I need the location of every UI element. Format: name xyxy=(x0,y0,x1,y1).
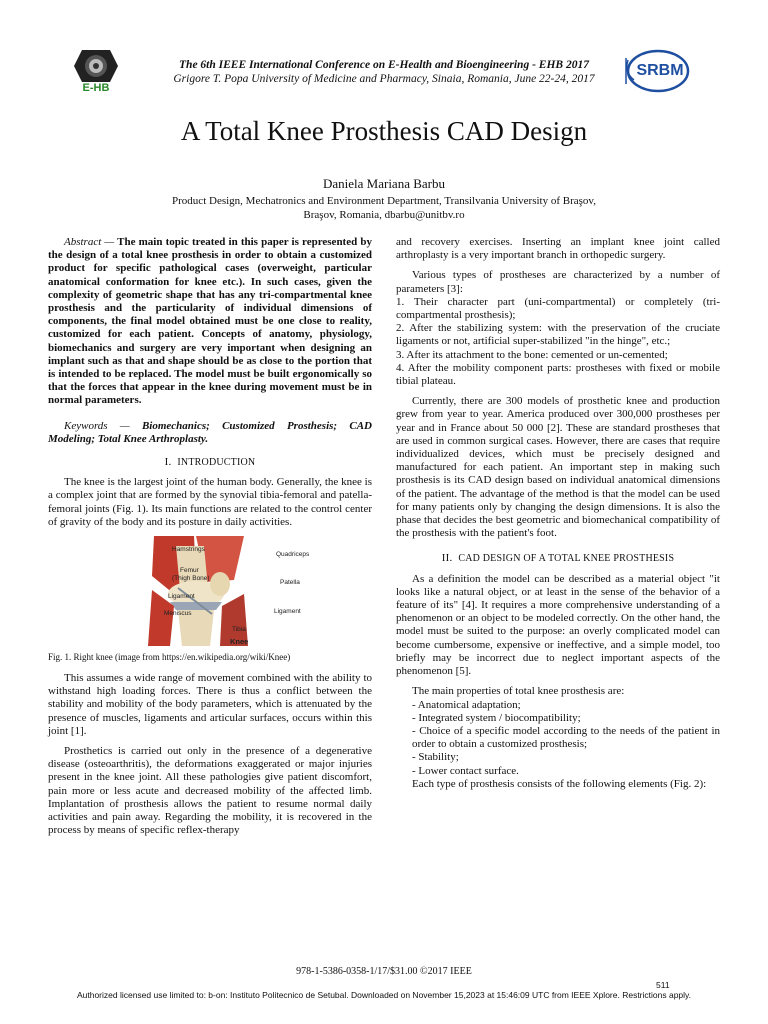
list-item: 2. After the stabilizing system: with the preservation of the cruciate ligaments or not, artificial super-stabilized "in the hinge", etc.; xyxy=(396,322,720,348)
label-tibia: Tibia xyxy=(232,626,246,634)
figure-1 xyxy=(48,536,372,648)
section-heading xyxy=(396,552,720,565)
label-thigh-bone: (Thigh Bone) xyxy=(172,575,210,583)
label-quadriceps: Quadriceps xyxy=(276,551,310,559)
section-heading xyxy=(48,456,372,469)
prosthesis-types-list xyxy=(396,296,720,388)
paragraph: Each type of prosthesis consists of the following elements (Fig. 2): xyxy=(412,777,707,790)
section-number: I. xyxy=(164,456,172,469)
page-number: 511 xyxy=(656,980,670,990)
keywords-text: Biomechanics; Customized Prosthesis; CAD Modeling; Total Knee Arthroplasty. xyxy=(48,419,372,445)
label-hamstrings: Hamstrings xyxy=(172,546,205,554)
list-item: 1. Their character part (uni-compartmental) or completely (tri-compartmental prosthesis); xyxy=(396,295,720,322)
author-affiliation xyxy=(140,195,628,222)
affiliation-line: Braşov, Romania, dbarbu@unitbv.ro xyxy=(303,208,465,221)
figure-caption: Fig. 1. Right knee (image from https://en.wikipedia.org/wiki/Knee) xyxy=(48,652,291,663)
conference-venue: Grigore T. Popa University of Medicine and Pharmacy, Sinaia, Romania, June 22-24, 2017 xyxy=(173,73,595,85)
keywords xyxy=(48,420,372,446)
label-patella: Patella xyxy=(280,579,300,587)
paragraph: Currently, there are 300 models of prosthetic knee and production grew from year to year. America produced over 300,000 prostheses per year and in France about 50 000 [2]. These are standard prostheses that are used in common surgical cases. However, there are cases that require individualized devices, which must be precisely designed and manufactured for each patient. An important step in making such prosthesis is its CAD design based on individual anatomical dimensions of the patient. The advantage of the method is that the model can be used for many patients only by changing the design dimensions. It is also the phase that decides the best geometric and biomechanical compatibility of the prosthesis with the patient's foot. xyxy=(396,395,720,540)
properties-list xyxy=(396,699,720,778)
list-item: - Choice of a specific model according to the needs of the patient in order to obtain a customized prosthesis; xyxy=(412,724,720,751)
license-notice: Authorized licensed use limited to: b-on: Instituto Politecnico de Setubal. Downloaded on November 15,2023 at 15:46:09 UTC from IEEE Xplore. Restrictions apply. xyxy=(76,990,692,1000)
label-femur: Femur xyxy=(180,567,199,575)
paragraph: and recovery exercises. Inserting an implant knee joint called arthroplasty is a very important branch in orthopedic surgery. xyxy=(396,236,720,262)
author-name: Daniela Mariana Barbu xyxy=(322,176,445,191)
list-item: 4. After the mobility component parts: prostheses with fixed or mobile tibial plateau. xyxy=(396,361,720,388)
label-knee: Knee xyxy=(230,637,249,647)
conference-title: The 6th IEEE International Conference on E-Health and Bioengineering - EHB 2017 xyxy=(179,59,589,71)
list-item: - Stability; xyxy=(412,751,459,764)
label-ligament-right: Ligament xyxy=(274,608,301,616)
srbm-logo xyxy=(622,48,690,94)
ehb-logo xyxy=(72,48,120,98)
abstract-text: The main topic treated in this paper is represented by the design of a total knee prosthesis in order to obtain a customized product for specific pathological cases (overweight, particular anatomical conformation for knee etc.). In such cases, given the complexity of geometric shape that has any tri-compartmental knee prosthesis and the particularity of individual dimensions of components, the final model obtained must be one close to reality, customized for each patient. Concepts of anatomy, physiology, biomechanics and surgery are very important when designing an implant such as that and shape should be as close to the portion that is intended to be replaced. The model must be built ergonomically so that the forces that appear in the knee during movement must be in normal parameters. xyxy=(48,236,372,407)
abstract-label: Abstract — xyxy=(64,236,115,248)
label-ligament-left: Ligament xyxy=(168,593,195,601)
section-number: II. xyxy=(441,552,453,565)
section-title: INTRODUCTION xyxy=(177,457,256,469)
list-item: - Lower contact surface. xyxy=(412,764,519,777)
srbm-logo-text: SRBM xyxy=(636,62,684,79)
paragraph: As a definition the model can be described as a material object "it looks like a natural object, or at least in the sense of the behavior of a feature of its" [4]. It requires a more comprehensive understanding of a phenomenon or an object to be modeled correctly. On the other hand, the model must be suited to the purpose: an overly complicated model can become cumbersome, expensive or ineffective, and a simple model, too briefly may be incorrect due to neglect important aspects of the phenomenon [5]. xyxy=(396,572,720,678)
label-meniscus: Meniscus xyxy=(164,610,192,618)
keywords-label: Keywords — xyxy=(64,419,130,432)
section-title: CAD DESIGN OF A TOTAL KNEE PROSTHESIS xyxy=(458,553,675,565)
list-item: - Anatomical adaptation; xyxy=(412,698,521,711)
paragraph: Prosthetics is carried out only in the presence of a degenerative disease (osteoarthritis), the deformations exaggerated or major injuries present in the knee joint. All these pathologies give patient discomfort, pain more or less acute and decreased mobility of the affected limb. Implantation of prosthesis allows the patient to resume normal daily activities and pain away. Regarding the mobility, it is recovered in the process by means of specific reflex-therapy xyxy=(48,745,372,837)
ehb-logo-text: E-HB xyxy=(82,82,110,94)
list-item: 3. After its attachment to the bone: cemented or un-cemented; xyxy=(396,348,668,361)
affiliation-line: Product Design, Mechatronics and Environment Department, Transilvania University of Braşov, xyxy=(172,195,596,207)
right-column xyxy=(396,236,720,798)
paragraph: The main properties of total knee prosthesis are: xyxy=(412,685,625,698)
left-column xyxy=(48,236,372,845)
paragraph: This assumes a wide range of movement combined with the ability to withstand high loading forces. There is thus a conflict between the stability and mobility of the body parameters, which is attenuated by the presence of muscles, ligaments and articular surfaces, occurs within this joint [1]. xyxy=(48,672,372,737)
list-item: - Integrated system / biocompatibility; xyxy=(412,711,581,724)
paragraph: The knee is the largest joint of the human body. Generally, the knee is a complex joint that are formed by the synovial tibia-femoral and patella-femoral joints (Fig. 1). Its main functions are related to the control center of gravity of the body and its posture in daily activities. xyxy=(48,476,372,528)
paper-title: A Total Knee Prosthesis CAD Design xyxy=(180,116,588,146)
paragraph: Various types of prostheses are characterized by a number of parameters [3]: xyxy=(396,269,720,295)
isbn-line: 978-1-5386-0358-1/17/$31.00 ©2017 IEEE xyxy=(296,966,472,977)
abstract xyxy=(48,236,372,408)
